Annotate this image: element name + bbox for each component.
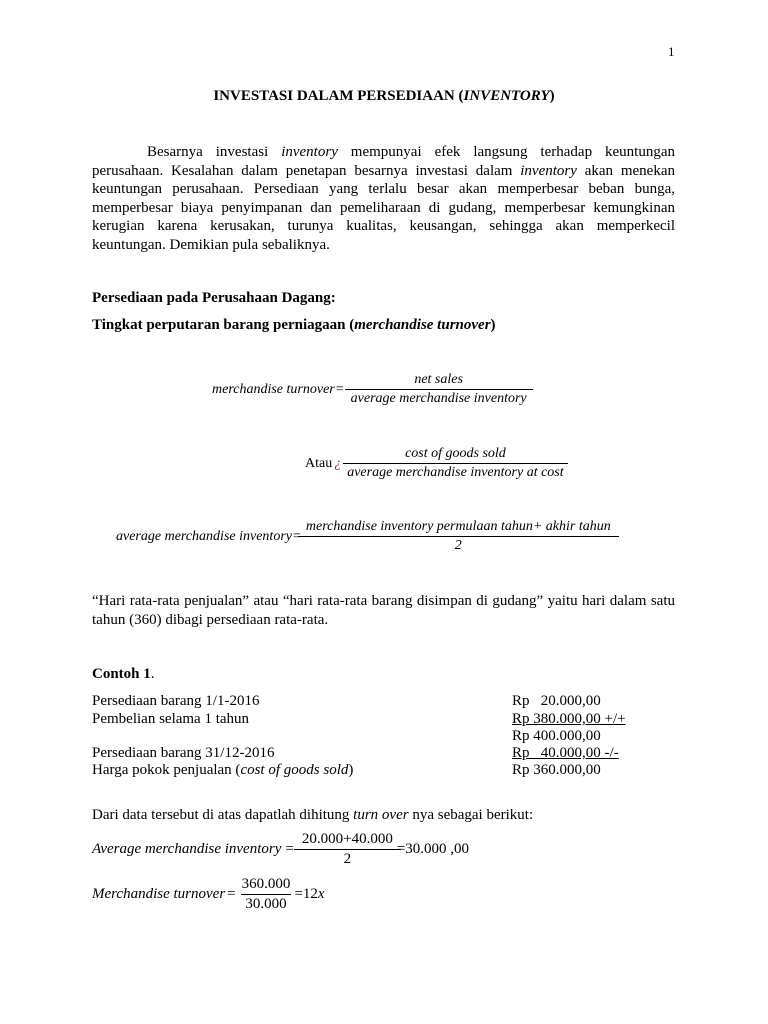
calc-denominator: 30.000 (241, 894, 290, 913)
formula-denominator: 2 (298, 536, 619, 554)
formula-numerator: cost of goods sold (405, 446, 506, 461)
calc-numerator: 360.000 (241, 876, 291, 892)
formula-alternative: Atau ¿ $\frac{\text{cost of goods sold}}{\text{average merchandise inventory at cost}}$ (305, 446, 568, 481)
section-heading: Persediaan pada Perusahaan Dagang: (92, 290, 336, 306)
calc-average-inventory: Average merchandise inventory = $\frac{20.000+40.000}{2}$ =30.000 ,00 (92, 831, 470, 867)
example-row: Pembelian selama 1 tahun Rp 380.000,00 +/+ (92, 711, 626, 727)
example-row: Persediaan barang 31/12-2016 Rp 40.000,00 -/- (92, 745, 619, 761)
page-number: 1 (668, 44, 675, 59)
page-title: INVESTASI DALAM PERSEDIAAN (INVENTORY) (213, 88, 555, 104)
subsection-heading: Tingkat perputaran barang perniagaan (merchandise turnover) (92, 317, 496, 333)
calculation-intro: Dari data tersebut di atas dapatlah dihitung turn over nya sebagai berikut: (92, 807, 534, 823)
formula-denominator: average merchandise inventory at cost (343, 463, 567, 481)
formula-average-inventory: average merchandise inventory = $\frac{\text{merchandise inventory permulaan tahun+ akhir tahun}}{2}$ (116, 519, 615, 554)
example-row: Rp 400.000,00 (512, 728, 601, 744)
formula-denominator: average merchandise inventory (345, 389, 533, 407)
example-row: Harga pokok penjualan (cost of goods sold) Rp 360.000,00 (92, 762, 601, 778)
calc-denominator: 2 (294, 849, 401, 868)
example-row: Persediaan barang 1/1-2016 Rp 20.000,00 (92, 693, 601, 709)
render-error-mark: ¿ (334, 455, 342, 471)
calc-merchandise-turnover: Merchandise turnover = $\frac{360.000}{30.000}$ =12 x (92, 876, 325, 912)
hari-paragraph: “Hari rata-rata penjualan” atau “hari rata-rata barang disimpan di gudang” yaitu hari dalam satu tahun (360) dibagi persediaan rata-rata. (92, 593, 675, 628)
example-heading: Contoh 1. (92, 666, 155, 682)
formula-numerator: net sales (414, 372, 463, 387)
calc-numerator: 20.000+40.000 (301, 831, 393, 847)
formula-numerator: merchandise inventory permulaan tahun+ akhir tahun (305, 519, 611, 534)
formula-merchandise-turnover: merchandise turnover = $\frac{\text{net sales}}{\text{average merchandise inventory}}$ (212, 372, 533, 407)
intro-paragraph: Besarnya investasi inventory mempunyai efek langsung terhadap keuntungan perusahaan. Kesalahan dalam penetapan besarnya investasi dalam inventory akan menekan keuntungan perusahaan. Persediaan yang terlalu besar akan memperbesar beban bunga, memperbesar biaya penyimpanan dan pemeliharaan di gudang, memperbesar kemungkinan kerugian karena kerusakan, turunya kualitas, keusangan, sehingga akan memperkecil keuntungan. Demikian pula sebaliknya. (92, 144, 675, 253)
